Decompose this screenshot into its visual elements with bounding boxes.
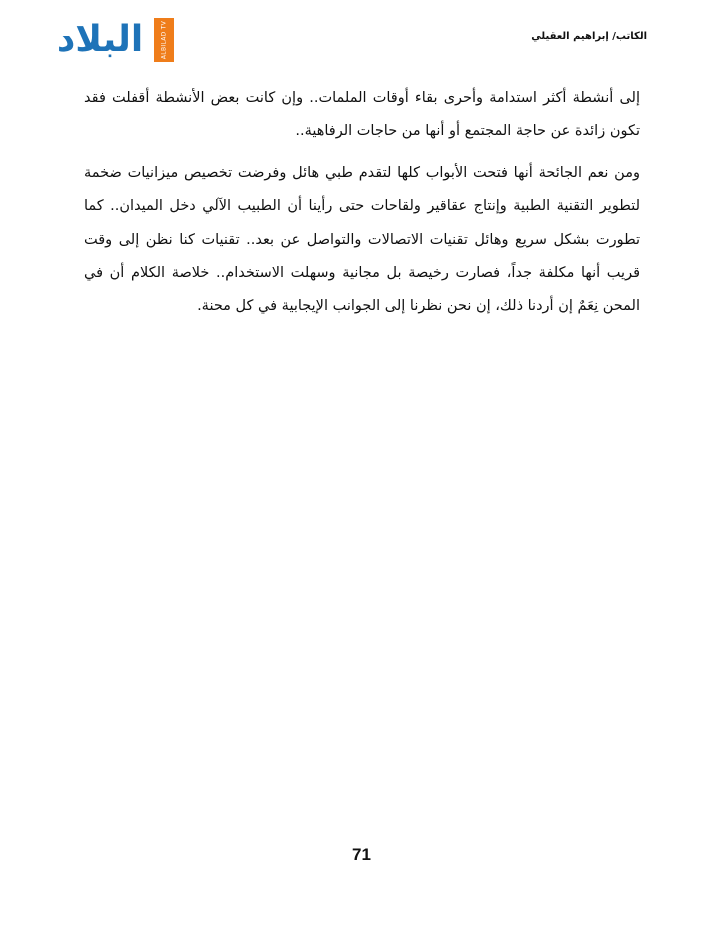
logo-tv-tag-text: ALBILAD TV [160, 20, 168, 60]
page-number: 71 [352, 845, 371, 864]
logo-tv-tag [154, 18, 174, 62]
logo-wordmark: البلاد [56, 19, 144, 60]
newspaper-logo [48, 16, 176, 64]
article-body [84, 82, 640, 332]
paragraph-1: إلى أنشطة أكثر استدامة وأحرى بقاء أوقات الملمات.. وإن كانت بعض الأنشطة أقفلت فقد تكون زائدة عن حاجة المجتمع أو أنها من حاجات الرفاهية.. [84, 90, 640, 140]
paragraph-2: ومن نعم الجائحة أنها فتحت الأبواب كلها لتقدم طبي هائل وفرضت تخصيص ميزانيات ضخمة لتطوير التقنية الطبية وإنتاج عقاقير ولقاحات حتى رأينا أن الطبيب الآلي دخل الميدان.. كما تطورت بشكل سريع وهائل تقنيات الاتصالات والتواصل عن بعد.. تقنيات كنا نظن إلى وقت قريب أنها مكلفة جداً، فصارت رخيصة بل مجانية وسهلت الاستخدام.. خلاصة الكلام أن في المحن نِعَمٌ إن أردنا ذلك، إن نحن نظرنا إلى الجوانب الإيجابية في كل محنة. [84, 164, 640, 315]
author-byline: الكاتب/ إبراهيم العقيلي [531, 31, 647, 42]
